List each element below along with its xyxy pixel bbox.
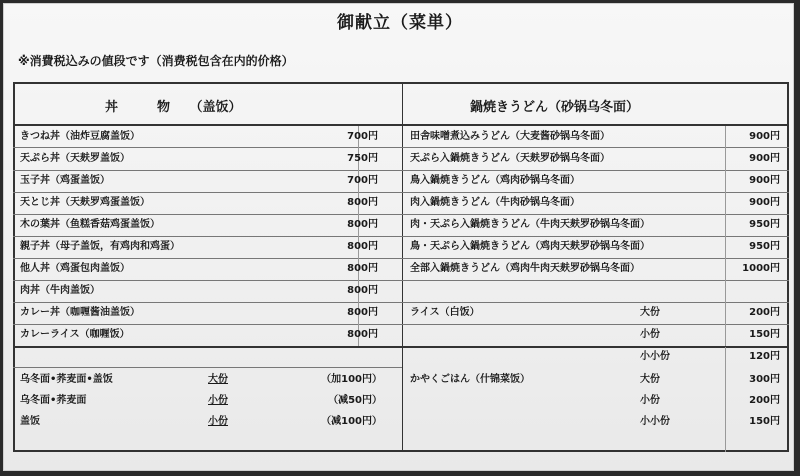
row-line: [402, 214, 789, 215]
row-line: [402, 170, 789, 171]
udon-name: 肉入鍋焼きうどん（牛肉砂锅乌冬面）: [410, 197, 580, 208]
dish-price: 800円: [347, 263, 378, 274]
row-line: [13, 367, 402, 368]
left-header: 丼 物 （盖饭）: [105, 100, 242, 115]
kayaku-price: 300円: [749, 374, 780, 385]
extra-name: 盖饭: [20, 416, 40, 427]
udon-price: 900円: [749, 153, 780, 164]
price-col-line: [725, 126, 726, 346]
row-line: [402, 236, 789, 237]
row-line: [13, 302, 402, 303]
extra-price: （减100円）: [321, 416, 382, 427]
dish-price: 800円: [347, 285, 378, 296]
price-col-line: [725, 347, 726, 452]
udon-name: 全部入鍋焼きうどん（鸡肉牛肉天麸罗砂锅乌冬面）: [410, 263, 640, 274]
extra-size: 小份: [208, 395, 228, 406]
row-line: [13, 280, 402, 281]
extra-price: （减50円）: [328, 395, 382, 406]
menu-title: 御献立（菜単）: [337, 13, 463, 33]
rice-price: 150円: [749, 329, 780, 340]
dish-name: きつね丼（油炸豆腐盖饭）: [20, 131, 140, 142]
udon-price: 900円: [749, 131, 780, 142]
column-divider: [402, 82, 403, 452]
row-line: [402, 147, 789, 148]
extra-price: （加100円）: [321, 374, 382, 385]
dish-price: 800円: [347, 197, 378, 208]
rice-size: 小份: [640, 329, 660, 340]
kayaku-size: 小份: [640, 395, 660, 406]
row-line: [13, 258, 402, 259]
dish-price: 800円: [347, 219, 378, 230]
row-line: [402, 346, 789, 348]
rice-price: 120円: [749, 351, 780, 362]
row-line: [13, 236, 402, 237]
rice-size: 小小份: [640, 351, 670, 362]
dish-name: 玉子丼（鸡蛋盖饭）: [20, 175, 110, 186]
udon-name: 鳥・天ぷら入鍋焼きうどん（鸡肉天麸罗砂锅乌冬面）: [410, 241, 650, 252]
rice-name: ライス（白饭）: [410, 307, 480, 318]
row-line: [13, 346, 402, 348]
rice-size: 大份: [640, 307, 660, 318]
dish-name: カレーライス（咖喱饭）: [20, 329, 130, 340]
row-line: [402, 280, 789, 281]
rice-price: 200円: [749, 307, 780, 318]
extra-name: 乌冬面•荞麦面: [20, 395, 87, 406]
udon-price: 950円: [749, 219, 780, 230]
dish-name: 天とじ丼（天麸罗鸡蛋盖饭）: [20, 197, 150, 208]
udon-price: 900円: [749, 175, 780, 186]
right-header: 鍋焼きうどん（砂锅乌冬面）: [470, 100, 640, 115]
dish-name: 親子丼（母子盖饭，有鸡肉和鸡蛋）: [20, 241, 180, 252]
kayaku-price: 150円: [749, 416, 780, 427]
row-line: [402, 258, 789, 259]
kayaku-price: 200円: [749, 395, 780, 406]
dish-name: カレー丼（咖喱酱油盖饭）: [20, 307, 140, 318]
extra-size: 小份: [208, 416, 228, 427]
row-line: [13, 147, 402, 148]
udon-price: 950円: [749, 241, 780, 252]
row-line: [402, 324, 789, 325]
dish-price: 800円: [347, 241, 378, 252]
header-separator: [13, 124, 789, 126]
udon-name: 田舎味噌煮込みうどん（大麦酱砂锅乌冬面）: [410, 131, 610, 142]
udon-name: 天ぷら入鍋焼きうどん（天麸罗砂锅乌冬面）: [410, 153, 610, 164]
udon-price: 900円: [749, 197, 780, 208]
row-line: [13, 214, 402, 215]
dish-price: 700円: [347, 175, 378, 186]
dish-price: 800円: [347, 307, 378, 318]
udon-name: 肉・天ぷら入鍋焼きうどん（牛肉天麸罗砂锅乌冬面）: [410, 219, 650, 230]
tax-note: ※消費税込みの値段です（消费税包含在内的价格）: [18, 54, 294, 68]
row-line: [402, 302, 789, 303]
udon-name: 鳥入鍋焼きうどん（鸡肉砂锅乌冬面）: [410, 175, 580, 186]
kayaku-size: 大份: [640, 374, 660, 385]
udon-price: 1000円: [742, 263, 780, 274]
extra-size: 大份: [208, 374, 228, 385]
dish-name: 天ぷら丼（天麸罗盖饭）: [20, 153, 130, 164]
dish-name: 肉丼（牛肉盖饭）: [20, 285, 100, 296]
dish-name: 他人丼（鸡蛋包肉盖饭）: [20, 263, 130, 274]
row-line: [402, 192, 789, 193]
extra-name: 乌冬面•荞麦面•盖饭: [20, 374, 113, 385]
kayaku-name: かやくごはん（什锦菜饭）: [410, 374, 530, 385]
dish-price: 700円: [347, 131, 378, 142]
dish-price: 800円: [347, 329, 378, 340]
dish-price: 750円: [347, 153, 378, 164]
row-line: [13, 170, 402, 171]
row-line: [13, 324, 402, 325]
dish-name: 木の葉丼（鱼糕香菇鸡蛋盖饭）: [20, 219, 160, 230]
row-line: [13, 192, 402, 193]
kayaku-size: 小小份: [640, 416, 670, 427]
